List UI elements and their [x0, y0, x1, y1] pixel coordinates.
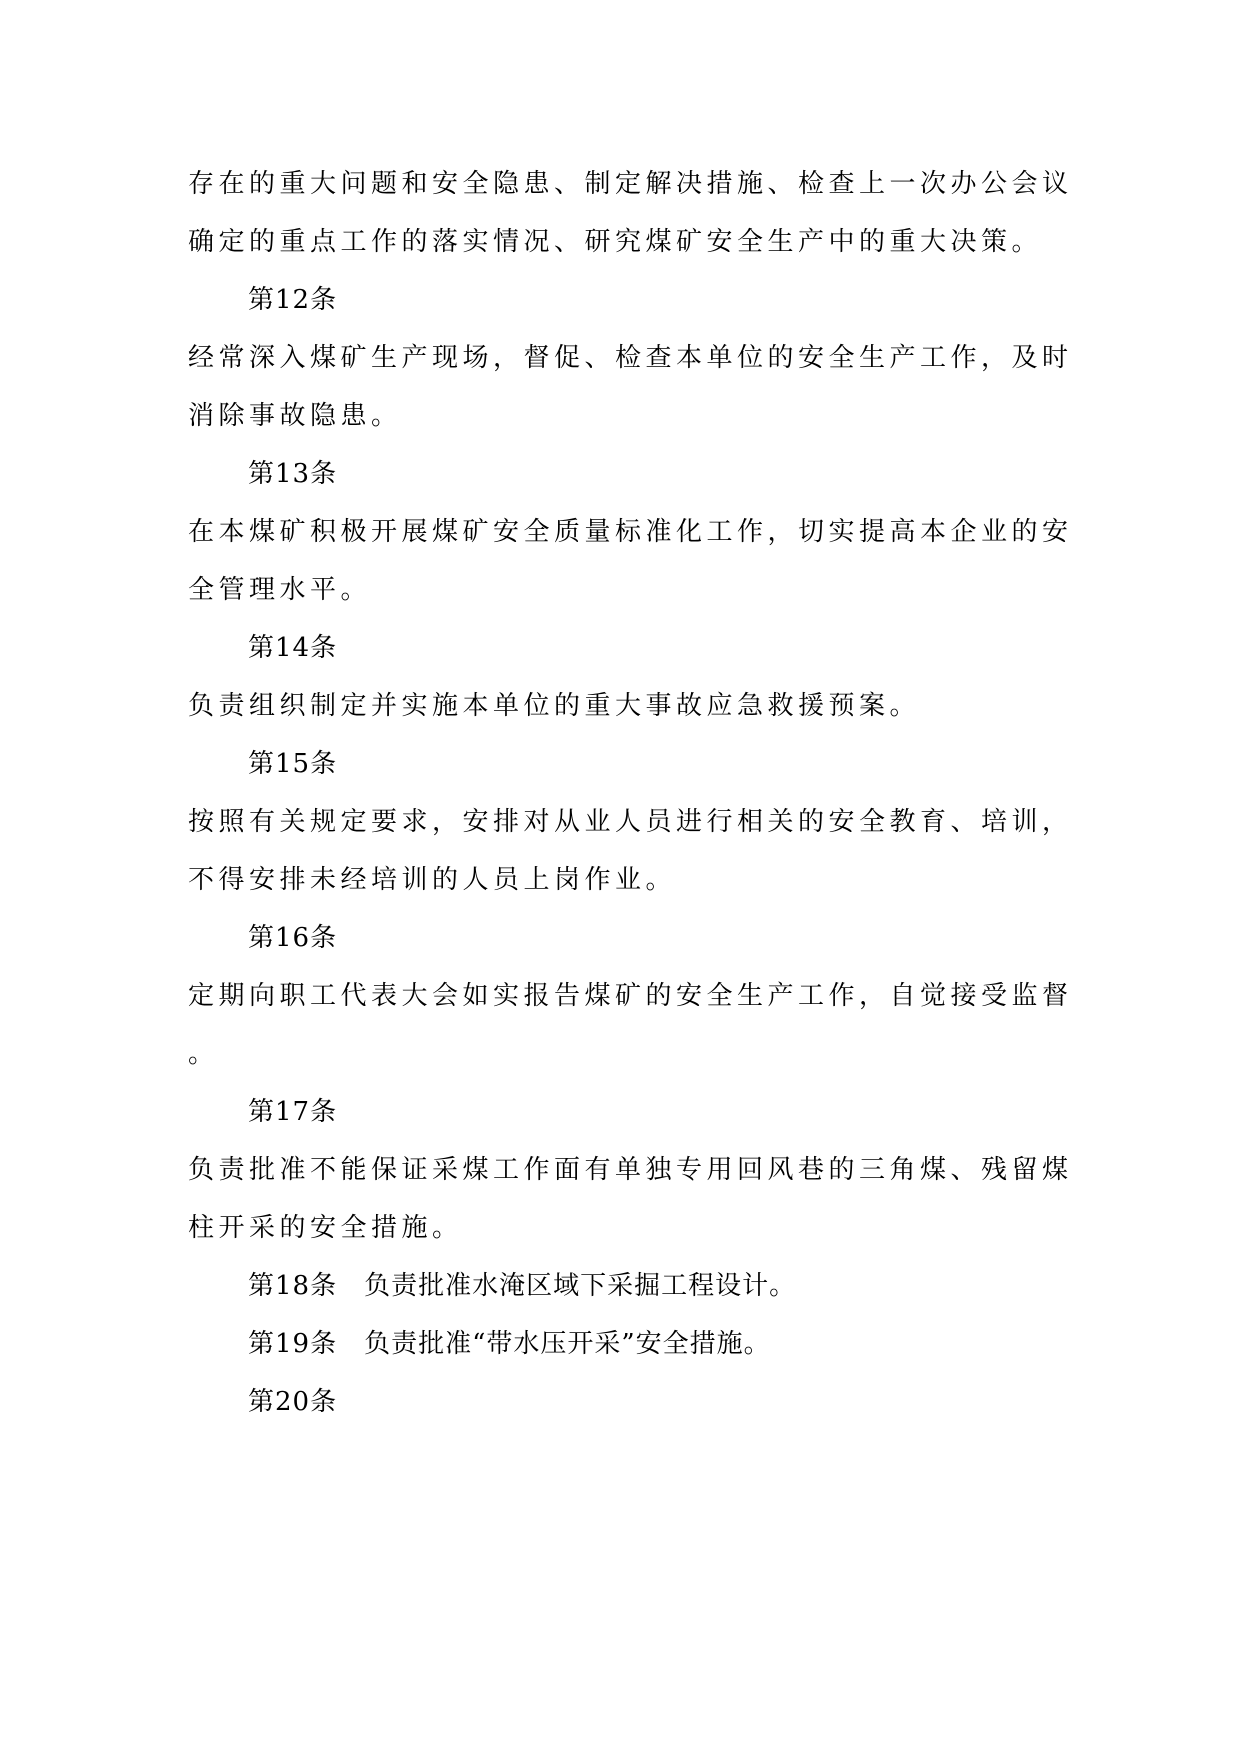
body-text-line: 按照有关规定要求，安排对从业人员进行相关的安全教育、培训，: [188, 807, 1073, 837]
body-text-line: 负责批准不能保证采煤工作面有单独专用回风巷的三角煤、残留煤: [188, 1155, 1073, 1185]
body-text-line: 在本煤矿积极开展煤矿安全质量标准化工作，切实提高本企业的安: [188, 517, 1073, 547]
body-text-line: 柱开采的安全措施。: [188, 1213, 463, 1243]
body-text-line: 存在的重大问题和安全隐患、制定解决措施、检查上一次办公会议: [188, 169, 1073, 199]
body-text-line: 全管理水平。: [188, 575, 372, 605]
article-heading: 第13条: [248, 459, 338, 489]
body-text-line: 经常深入煤矿生产现场，督促、检查本单位的安全生产工作，及时: [188, 343, 1073, 373]
article-heading: 第17条: [248, 1097, 338, 1127]
article-line: 第19条 负责批准“带水压开采”安全措施。: [248, 1329, 771, 1359]
article-heading: 第20条: [248, 1387, 338, 1417]
article-heading: 第15条: [248, 749, 338, 779]
body-text-line: 确定的重点工作的落实情况、研究煤矿安全生产中的重大决策。: [188, 227, 1043, 257]
body-text-line: 定期向职工代表大会如实报告煤矿的安全生产工作，自觉接受监督: [188, 981, 1073, 1011]
article-heading: 第14条: [248, 633, 338, 663]
body-text-line: 消除事故隐患。: [188, 401, 402, 431]
article-line: 第18条 负责批准水淹区域下采掘工程设计。: [248, 1271, 797, 1301]
body-text-line: 不得安排未经培训的人员上岗作业。: [188, 865, 677, 895]
body-text-line: 。: [188, 1039, 219, 1069]
article-heading: 第12条: [248, 285, 338, 315]
body-text-line: 负责组织制定并实施本单位的重大事故应急救援预案。: [188, 691, 921, 721]
article-heading: 第16条: [248, 923, 338, 953]
